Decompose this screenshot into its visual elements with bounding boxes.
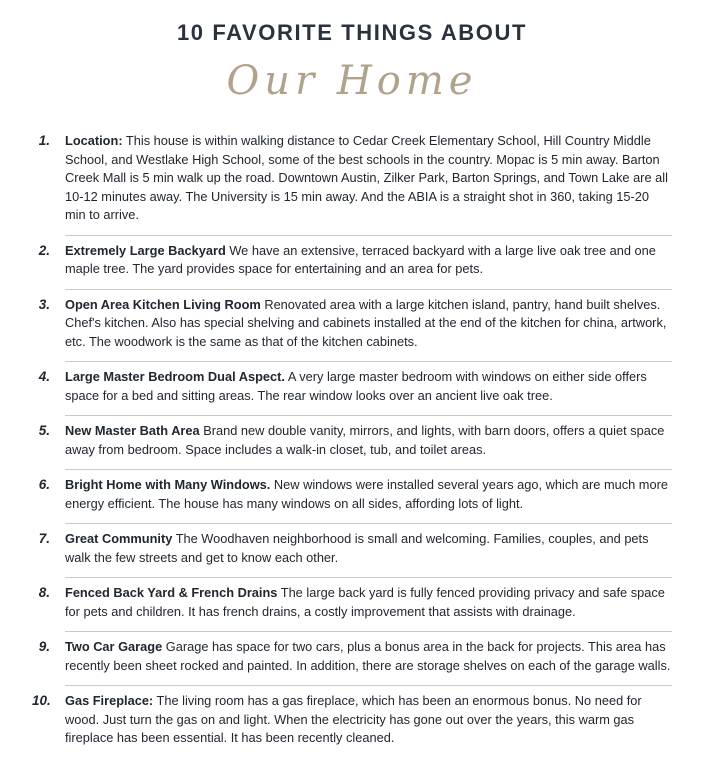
item-body: Garage has space for two cars, plus a bonus area in the back for projects. This area has recently been sheet rocked and painted. In addition, there are storage shelves on each of the garage walls.: [65, 639, 671, 673]
item-lead: Extremely Large Backyard: [65, 242, 226, 258]
item-lead: Large Master Bedroom Dual Aspect.: [65, 369, 285, 384]
item-lead: Great Community: [65, 531, 173, 546]
item-number: 3.: [38, 296, 50, 312]
list-item: [32, 638, 672, 686]
item-lead: New Master Bath Area: [65, 423, 200, 438]
item-body: The living room has a gas fireplace, which has been an enormous bonus. No need for wood. Just turn the gas on and light. When the electricity has gone out over the years, this warm gas fireplace has been essential. It has been recently cleaned.: [65, 693, 642, 745]
list-item: [32, 296, 672, 363]
item-body: Renovated area with a large kitchen island, pantry, hand built shelves. Chef's kitchen. Also has special shelving and cabinets installed at the end of the kitchen for china, artwork, etc. The woodwork is the same as that of the kitchen cabinets.: [65, 296, 667, 349]
item-body: The large back yard is fully fenced providing privacy and safe space for pets and children. It has french drains, a costly improvement that assists with drainage.: [65, 585, 665, 619]
list-item: [32, 368, 672, 416]
item-body: Brand new double vanity, mirrors, and lights, with barn doors, offers a quiet space away from bedroom. Space includes a walk-in closet, tub, and toilet areas.: [65, 423, 665, 457]
item-number: 4.: [38, 369, 50, 384]
item-body: We have an extensive, terraced backyard with a large live oak tree and one maple tree. The yard provides space for entertaining and an area for pets.: [65, 242, 656, 276]
list-item: [32, 422, 672, 470]
item-lead: Fenced Back Yard & French Drains: [65, 585, 278, 600]
item-number: 1.: [38, 133, 50, 148]
item-number: 2.: [38, 242, 50, 258]
item-number: 7.: [38, 531, 50, 546]
list-item: [32, 530, 672, 578]
item-body: The Woodhaven neighborhood is small and welcoming. Families, couples, and pets walk the few streets and get to know each other.: [65, 531, 649, 565]
item-text: [65, 638, 672, 686]
item-text: [65, 242, 672, 290]
list-item: [32, 476, 672, 524]
item-lead: Two Car Garage: [65, 639, 163, 654]
item-text: [65, 368, 672, 416]
item-number: 8.: [38, 585, 50, 600]
item-text: [65, 296, 672, 363]
page-title: 10 FAVORITE THINGS ABOUT: [176, 20, 528, 45]
item-number: 5.: [38, 423, 50, 438]
item-number: 9.: [38, 639, 50, 654]
item-text: [65, 692, 672, 748]
item-body: This house is within walking distance to Cedar Creek Elementary School, Hill Country Middle School, and Westlake High School, some of the best schools in the country. Mopac is 5 min away. Barton Creek Mall is 5 min walk up the road. Downtown Austin, Zilker Park, Barton Springs, and Town Lake are all 10-12 minutes away. The University is 15 min away. And the ABIA is a straight shot in 360, taking 15-20 min to arrive.: [65, 133, 668, 222]
item-text: [65, 132, 672, 236]
item-text: [65, 476, 672, 524]
list-item: [32, 132, 672, 236]
item-text: [65, 422, 672, 470]
item-body: New windows were installed several years ago, which are much more energy efficient. The house has many windows on all sides, affording lots of light.: [65, 477, 668, 511]
list-item: [32, 242, 672, 290]
item-text: [65, 584, 672, 632]
item-number: 10.: [32, 693, 51, 708]
item-body: A very large master bedroom with windows on either side offers space for a bed and sitting areas. The rear window looks over an ancient live oak tree.: [65, 369, 647, 403]
item-lead: Gas Fireplace:: [65, 693, 154, 708]
item-number: 6.: [38, 477, 50, 492]
page-subtitle-script: Our Home: [226, 58, 478, 104]
item-text: [65, 530, 672, 578]
list-item: [32, 692, 672, 748]
item-lead: Bright Home with Many Windows.: [65, 477, 271, 492]
favorites-list: [32, 132, 672, 748]
item-lead: Open Area Kitchen Living Room: [65, 296, 261, 312]
list-item: [32, 584, 672, 632]
item-lead: Location:: [65, 133, 123, 148]
